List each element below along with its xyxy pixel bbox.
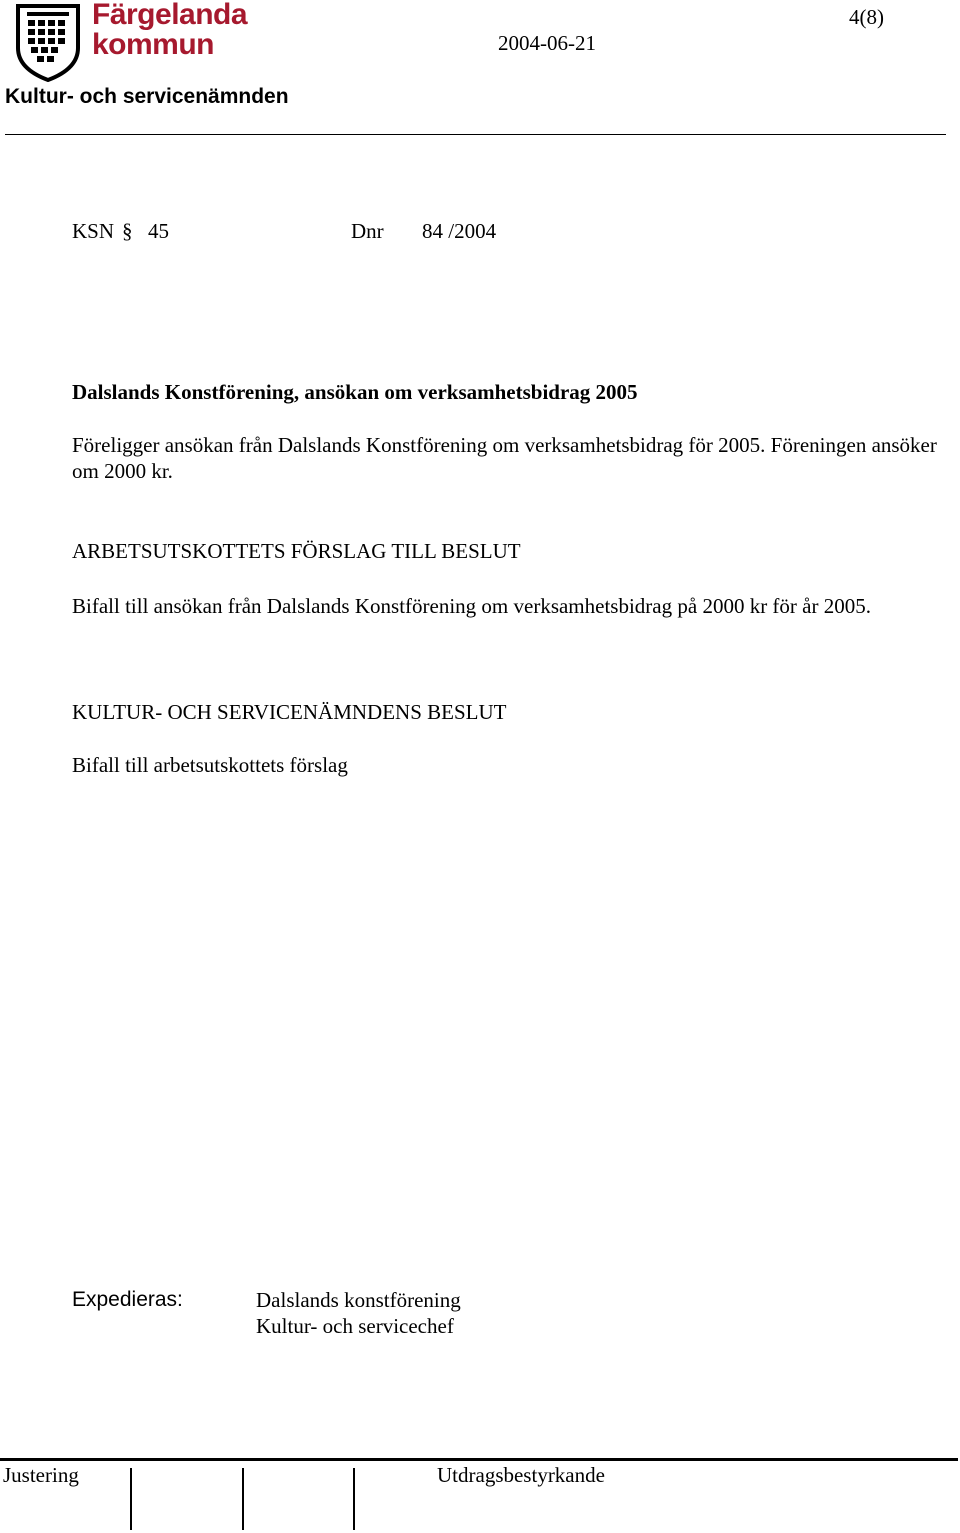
dispatch-recipient: Kultur- och servicechef <box>256 1314 454 1338</box>
intro-paragraph: Föreligger ansökan från Dalslands Konstförening om verksamhetsbidrag för 2005. Föreningen ansöker om 2000 kr. <box>72 433 937 483</box>
municipal-crest-icon <box>12 2 84 82</box>
utdragsbestyrkande-label: Utdragsbestyrkande <box>437 1463 605 1487</box>
matter-title: Dalslands Konstförening, ansökan om verksamhetsbidrag 2005 <box>72 380 638 404</box>
signature-line <box>130 1468 132 1530</box>
header-divider <box>5 134 946 135</box>
committee-proposal-heading: ARBETSUTSKOTTETS FÖRSLAG TILL BESLUT <box>72 539 521 563</box>
signature-line <box>353 1468 355 1530</box>
committee-proposal-text: Bifall till ansökan från Dalslands Konstförening om verksamhetsbidrag på 2000 kr för år 2005. <box>72 594 871 618</box>
dispatch-recipient: Dalslands konstförening <box>256 1288 461 1312</box>
ksn-label: KSN <box>72 219 115 243</box>
ksn-number: 45 <box>148 219 169 243</box>
page-number: 4(8) <box>849 5 884 29</box>
dnr-label: Dnr <box>351 219 384 243</box>
section-sign: § <box>122 219 133 243</box>
justering-label: Justering <box>3 1463 79 1487</box>
board-decision-text: Bifall till arbetsutskottets förslag <box>72 753 348 777</box>
signature-line <box>242 1468 244 1530</box>
footer-divider <box>0 1458 958 1461</box>
brand-name-line1: Färgelanda <box>92 0 248 31</box>
document-date: 2004-06-21 <box>498 31 596 55</box>
brand-name-line2: kommun <box>92 28 215 61</box>
dnr-number: 84 /2004 <box>422 219 497 243</box>
committee-name: Kultur- och servicenämnden <box>5 85 289 108</box>
dispatch-label: Expedieras: <box>72 1288 183 1311</box>
board-decision-heading: KULTUR- OCH SERVICENÄMNDENS BESLUT <box>72 700 507 724</box>
